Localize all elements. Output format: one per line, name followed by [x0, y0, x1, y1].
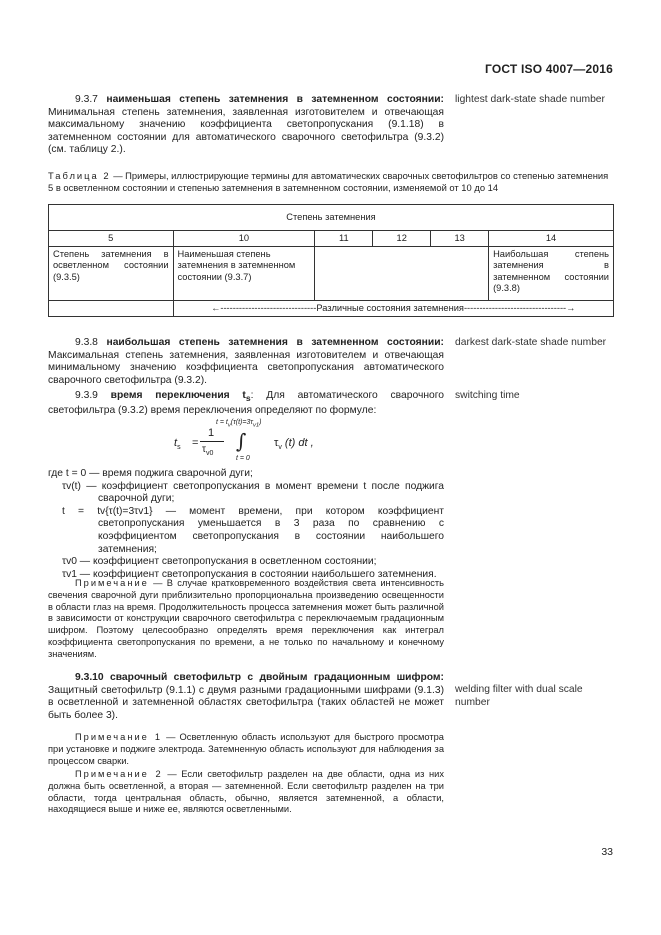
clause-9-3-7 — [48, 94, 444, 157]
note-text: — В случае кратковременного воздействия света интенсивность свечения сварочной дуги приблизительно пропорциональна произведению освещенности в области глаз на время. Продолжительность процесса затемнения может быть различной в зависимости от конструкции сварочного светофильтра с переключаемым градационным шифром. Поэтому целесообразно определять время переключения как интеграл коэффициента светопропускания по времени, а не только по начальному и конечному значениям. — [48, 578, 444, 659]
cell-shade-14: Наибольшая степень затемнения в затемненном состоянии (9.3.8) — [489, 247, 614, 301]
clause-9-3-10-english: welding filter with dual scale number — [455, 684, 583, 708]
note-text: — Если светофильтр разделен на две области, одна из них должна быть осветленной, а вторая — затемненной. Если светофильтр разделен на три области, тогда центральная область, обычно, является затемненной, а области, находящиеся выше и ниже ее, являются осветленными. — [48, 769, 444, 815]
clause-9-3-7-english: lightest dark-state shade number — [455, 94, 605, 105]
clause-definition: Минимальная степень затемнения, заявленная изготовителем и отвечающая максимальному значению коэффициента светопропускания (9.1.18) в затемненном состоянии для автоматического сварочного светофильтра (9.3.2) (см. таблицу 2.). — [48, 106, 444, 156]
page-number: 33 — [601, 846, 613, 858]
clause-definition: Защитный светофильтр (9.1.1) с двумя разными градационными шифрами (9.1.3) в осветленной и затемненной областях светофильтра (таких областей не может быть более 3). — [48, 684, 444, 721]
clause-number: 9.3.8 — [75, 337, 98, 348]
clause-9-3-8 — [48, 337, 444, 387]
note-label: Примечание 1 — [75, 732, 163, 742]
clause-definition: : Для автоматического сварочного светофильтра (9.3.2) время переключения определяют по формуле: — [48, 390, 444, 416]
document-id: ГОСТ ISO 4007—2016 — [484, 62, 613, 76]
where-tau-v0: τv0 — коэффициент светопропускания в осветленном состоянии; — [62, 556, 377, 568]
clause-9-3-10 — [48, 672, 444, 722]
cell-arrow-empty — [49, 301, 174, 317]
formula-integrand: $\tau_v$ (t) dt , — [274, 437, 314, 452]
clause-number: 9.3.7 — [75, 94, 98, 105]
shade-table — [48, 204, 614, 317]
formula-equals: = — [192, 437, 199, 449]
where-intro: где t = 0 — время поджига сварочной дуги; — [48, 468, 253, 479]
formula-denominator: $\tau_{v0}$ — [202, 444, 214, 457]
note-label: Примечание 2 — [75, 769, 163, 779]
col-header-12: 12 — [373, 231, 431, 247]
where-tau-v1: τv1 — коэффициент светопропускания в состоянии наибольшего затемнения. — [62, 568, 437, 580]
col-header-10: 10 — [173, 231, 315, 247]
clause-term: время переключения $t_s$ — [110, 390, 251, 404]
clause-9-3-9-english: switching time — [455, 390, 520, 401]
clause-term: наибольшая степень затемнения в затемненном состоянии: — [106, 337, 444, 348]
note-2 — [48, 769, 444, 816]
where-tau-v: τv(t) — коэффициент светопропускания в момент времени t после поджига сварочной дуги; — [62, 480, 444, 505]
note-label: Примечание — [75, 578, 149, 588]
clause-term: наименьшая степень затемнения в затемненном состоянии: — [106, 94, 444, 105]
integral-sign-icon: ∫ — [236, 429, 247, 453]
formula-variables — [48, 468, 444, 581]
formula-lhs: $t_s$ — [174, 437, 181, 452]
fraction-bar — [200, 441, 224, 442]
table-header: Степень затемнения — [49, 205, 614, 231]
clause-term: сварочный светофильтр с двойным градационным шифром: — [110, 672, 444, 683]
clause-number: 9.3.9 — [75, 390, 98, 401]
switching-time-formula — [172, 419, 412, 467]
note-text: — Осветленную область используют для быстрого просмотра при установке и поджиге электрода. Затемненную область используют для наблюдения за процессом сварки. — [48, 732, 444, 766]
integral-lower-limit: t = 0 — [236, 455, 250, 462]
note-9-3-9 — [48, 578, 444, 661]
col-header-11: 11 — [315, 231, 373, 247]
clause-9-3-8-english: darkest dark-state shade number — [455, 337, 607, 348]
clause-number: 9.3.10 — [75, 672, 104, 683]
clause-definition: Максимальная степень затемнения, заявленная изготовителем и отвечающая минимальному значению коэффициента светопропускания автоматического сварочного светофильтра (9.3.2). — [48, 349, 444, 386]
integral-upper-limit: $t = t_v(\tau(t)=3\tau_{v1})$ — [216, 419, 262, 429]
clause-9-3-9 — [48, 390, 444, 417]
table-caption — [48, 170, 614, 194]
formula-numerator: 1 — [208, 427, 215, 439]
note-1 — [48, 732, 444, 767]
cell-shade-10: Наименьшая степень затемнения в затемненном состоянии (9.3.7) — [173, 247, 315, 301]
table-caption-label: Таблица 2 — [48, 170, 111, 181]
cell-shade-empty — [315, 247, 489, 301]
cell-dark-states-arrow: ←-------------------------------Различные состояния затемнения---------------------------------→ — [173, 301, 613, 317]
col-header-5: 5 — [49, 231, 174, 247]
cell-shade-5: Степень затемнения в осветленном состоянии (9.3.5) — [49, 247, 174, 301]
col-header-14: 14 — [489, 231, 614, 247]
table-caption-text: — Примеры, иллюстрирующие термины для автоматических сварочных светофильтров со степенью затемнения 5 в осветленном состоянии и степенью затемнения в затемненном состоянии, изменяемой от 10 до 14 — [48, 170, 609, 193]
where-t-v: t = tv{τ(t)=3τv1} — момент времени, при котором коэффициент светопропускания уменьшается в 3 раза по сравнению с коэффициентом светопропускания в состоянии наибольшего затемнения; — [62, 505, 444, 555]
col-header-13: 13 — [431, 231, 489, 247]
